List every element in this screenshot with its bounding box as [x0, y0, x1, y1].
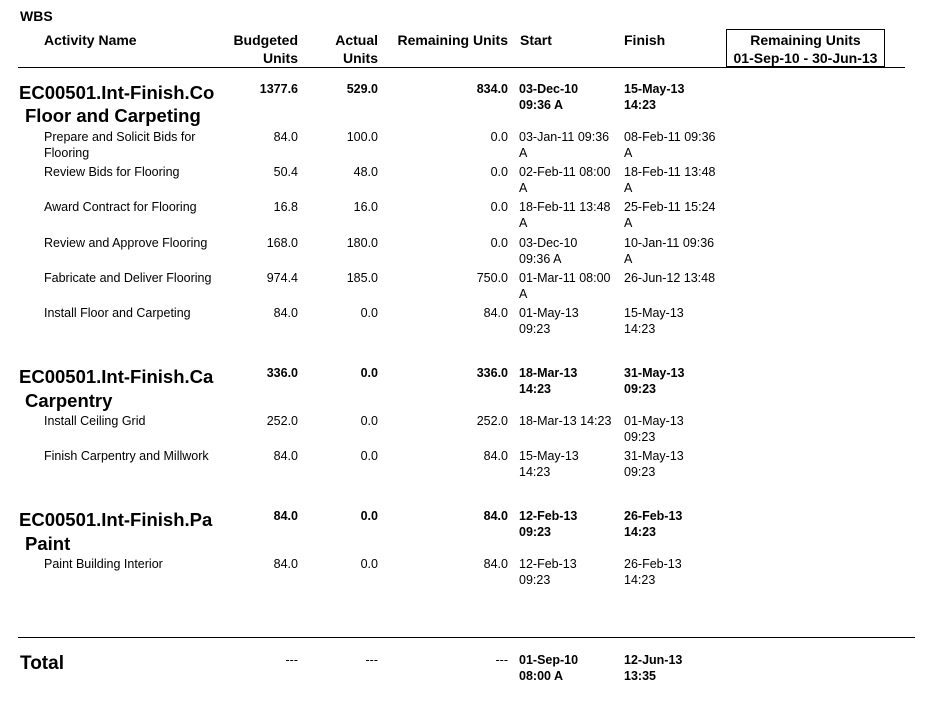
- activity-finish: [624, 271, 715, 287]
- activity-budgeted: 168.0: [266, 236, 298, 250]
- activity-finish-line2: 09:23: [624, 429, 656, 444]
- wbs-finish-line1: 26-Feb-13: [624, 509, 683, 523]
- activity-start-line1: 01-Mar-11 08:00: [519, 271, 611, 285]
- activity-start-line2: 09:23: [519, 572, 551, 587]
- activity-name[interactable]: Paint Building Interior: [44, 557, 163, 571]
- activity-finish: [624, 449, 684, 480]
- wbs-finish-line1: 15-May-13: [624, 82, 685, 96]
- activity-start: [519, 557, 577, 588]
- activity-budgeted: 252.0: [266, 414, 298, 428]
- total-divider: [18, 637, 915, 638]
- activity-start: [519, 236, 577, 267]
- activity-actual: 0.0: [360, 449, 378, 463]
- activity-name[interactable]: [44, 130, 224, 161]
- wbs-remaining: 336.0: [476, 366, 508, 380]
- activity-finish-line1: 31-May-13: [624, 449, 684, 463]
- activity-budgeted: 974.4: [266, 271, 298, 285]
- activity-actual: 0.0: [360, 414, 378, 428]
- actual-units-header-line1: Actual: [335, 32, 378, 48]
- activity-start: [519, 165, 611, 196]
- wbs-header: WBS: [20, 8, 53, 24]
- activity-start: [519, 271, 611, 302]
- activity-finish: [624, 200, 716, 231]
- total-remaining: ---: [495, 653, 508, 667]
- total-label: Total: [20, 653, 64, 674]
- wbs-start-line1: 03-Dec-10: [519, 82, 579, 96]
- wbs-budgeted: 1377.6: [259, 82, 298, 96]
- total-start-line1: 01-Sep-10: [519, 653, 579, 667]
- wbs-code[interactable]: EC00501.Int-Finish.Pa: [19, 509, 213, 530]
- wbs-start: [519, 366, 577, 397]
- activity-start-line2: A: [519, 145, 528, 160]
- activity-finish-line1: 08-Feb-11 09:36: [624, 130, 716, 144]
- start-header[interactable]: Start: [520, 32, 552, 48]
- activity-name[interactable]: Install Ceiling Grid: [44, 414, 146, 428]
- activity-actual: 16.0: [353, 200, 378, 214]
- activity-remaining: 0.0: [490, 200, 508, 214]
- activity-budgeted: 84.0: [273, 449, 298, 463]
- wbs-name: Carpentry: [25, 390, 113, 411]
- activity-finish: [624, 414, 684, 445]
- wbs-finish: [624, 366, 684, 397]
- activity-name[interactable]: Review and Approve Flooring: [44, 236, 208, 250]
- activity-finish-line1: 26-Feb-13: [624, 557, 682, 571]
- activity-start-line2: 09:23: [519, 321, 551, 336]
- remaining-period-header-line2: 01-Sep-10 - 30-Jun-13: [733, 50, 878, 66]
- remaining-period-header[interactable]: [726, 29, 885, 67]
- budgeted-units-header[interactable]: [208, 31, 298, 67]
- wbs-remaining: 834.0: [476, 82, 508, 96]
- activity-name[interactable]: Review Bids for Flooring: [44, 165, 180, 179]
- wbs-start: [519, 82, 578, 113]
- activity-finish-line2: 09:23: [624, 464, 656, 479]
- activity-start: [519, 200, 611, 231]
- activity-budgeted: 50.4: [273, 165, 298, 179]
- activity-finish-line1: 01-May-13: [624, 414, 684, 428]
- wbs-start-line1: 12-Feb-13: [519, 509, 578, 523]
- total-start: [519, 653, 578, 684]
- activity-name-header[interactable]: Activity Name: [44, 32, 137, 48]
- activity-actual: 48.0: [353, 165, 378, 179]
- wbs-start-line2: 09:23: [519, 524, 551, 539]
- activity-remaining: 0.0: [490, 236, 508, 250]
- activity-remaining: 84.0: [483, 557, 508, 571]
- wbs-actual: 0.0: [360, 366, 378, 380]
- activity-start-line1: 12-Feb-13: [519, 557, 577, 571]
- activity-start-line2: A: [519, 215, 528, 230]
- wbs-finish-line1: 31-May-13: [624, 366, 685, 380]
- wbs-budgeted: 336.0: [266, 366, 298, 380]
- remaining-units-header[interactable]: Remaining Units: [397, 32, 508, 48]
- activity-finish: [624, 236, 714, 267]
- wbs-actual: 0.0: [360, 509, 378, 523]
- activity-start-line1: 18-Feb-11 13:48: [519, 200, 611, 214]
- activity-budgeted: 84.0: [273, 306, 298, 320]
- activity-start: [519, 449, 579, 480]
- activity-finish-line2: 14:23: [624, 572, 656, 587]
- activity-start-line2: 09:36 A: [519, 251, 562, 266]
- activity-finish-line1: 10-Jan-11 09:36: [624, 236, 715, 250]
- wbs-name: Floor and Carpeting: [25, 105, 201, 126]
- total-start-line2: 08:00 A: [519, 668, 564, 683]
- activity-actual: 0.0: [360, 306, 378, 320]
- total-finish-line2: 13:35: [624, 668, 656, 683]
- wbs-finish-line2: 09:23: [624, 381, 656, 396]
- actual-units-header[interactable]: [308, 31, 378, 67]
- actual-units-header-line2: Units: [343, 50, 378, 66]
- activity-budgeted: 84.0: [273, 130, 298, 144]
- activity-finish-line2: A: [624, 215, 633, 230]
- activity-actual: 0.0: [360, 557, 378, 571]
- wbs-start: [519, 509, 577, 540]
- activity-finish-line1: 18-Feb-11 13:48: [624, 165, 716, 179]
- activity-finish: [624, 557, 682, 588]
- activity-actual: 180.0: [346, 236, 378, 250]
- activity-finish-line1: 15-May-13: [624, 306, 684, 320]
- total-budgeted: ---: [285, 653, 298, 667]
- activity-name-line1: Prepare and Solicit Bids for: [44, 130, 196, 144]
- activity-start-line2: A: [519, 286, 528, 301]
- budgeted-units-header-line2: Units: [263, 50, 298, 66]
- wbs-code[interactable]: EC00501.Int-Finish.Co: [19, 82, 215, 103]
- activity-remaining: 0.0: [490, 130, 508, 144]
- activity-name-line2: Flooring: [44, 145, 90, 160]
- activity-name[interactable]: Install Floor and Carpeting: [44, 306, 191, 320]
- activity-start: [519, 414, 611, 430]
- activity-budgeted: 16.8: [273, 200, 298, 214]
- activity-start-line1: 18-Mar-13 14:23: [519, 414, 612, 428]
- activity-start-line1: 01-May-13: [519, 306, 579, 320]
- activity-start-line1: 03-Dec-10: [519, 236, 578, 250]
- wbs-finish-line2: 14:23: [624, 524, 656, 539]
- activity-finish-line1: 26-Jun-12 13:48: [624, 271, 716, 285]
- activity-finish-line2: 14:23: [624, 321, 656, 336]
- activity-name[interactable]: Finish Carpentry and Millwork: [44, 449, 209, 463]
- total-actual: ---: [365, 653, 378, 667]
- activity-start-line1: 15-May-13: [519, 449, 579, 463]
- wbs-start-line2: 09:36 A: [519, 97, 564, 112]
- activity-finish: [624, 306, 684, 337]
- budgeted-units-header-line1: Budgeted: [233, 32, 298, 48]
- activity-budgeted: 84.0: [273, 557, 298, 571]
- activity-name[interactable]: Fabricate and Deliver Flooring: [44, 271, 212, 285]
- activity-finish-line2: A: [624, 180, 633, 195]
- wbs-start-line1: 18-Mar-13: [519, 366, 578, 380]
- activity-start: [519, 130, 609, 161]
- activity-remaining: 0.0: [490, 165, 508, 179]
- wbs-name: Paint: [25, 533, 71, 554]
- activity-start-line1: 03-Jan-11 09:36: [519, 130, 610, 144]
- activity-finish: [624, 165, 716, 196]
- wbs-finish: [624, 82, 684, 113]
- activity-finish-line1: 25-Feb-11 15:24: [624, 200, 716, 214]
- activity-actual: 100.0: [346, 130, 378, 144]
- activity-start-line2: A: [519, 180, 528, 195]
- activity-start-line1: 02-Feb-11 08:00: [519, 165, 611, 179]
- header-divider: [18, 67, 905, 68]
- wbs-finish-line2: 14:23: [624, 97, 656, 112]
- activity-actual: 185.0: [346, 271, 378, 285]
- remaining-period-header-line1: Remaining Units: [750, 32, 861, 48]
- finish-header[interactable]: Finish: [624, 32, 666, 48]
- activity-remaining: 252.0: [476, 414, 508, 428]
- total-finish-line1: 12-Jun-13: [624, 653, 683, 667]
- activity-remaining: 84.0: [483, 449, 508, 463]
- wbs-start-line2: 14:23: [519, 381, 551, 396]
- wbs-finish: [624, 509, 682, 540]
- activity-remaining: 750.0: [476, 271, 508, 285]
- wbs-budgeted: 84.0: [273, 509, 298, 523]
- activity-start: [519, 306, 579, 337]
- wbs-code[interactable]: EC00501.Int-Finish.Ca: [19, 366, 214, 387]
- activity-finish: [624, 130, 716, 161]
- total-finish: [624, 653, 682, 684]
- activity-start-line2: 14:23: [519, 464, 551, 479]
- activity-remaining: 84.0: [483, 306, 508, 320]
- activity-name[interactable]: Award Contract for Flooring: [44, 200, 197, 214]
- activity-finish-line2: A: [624, 145, 633, 160]
- wbs-remaining: 84.0: [483, 509, 508, 523]
- wbs-actual: 529.0: [346, 82, 378, 96]
- activity-finish-line2: A: [624, 251, 633, 266]
